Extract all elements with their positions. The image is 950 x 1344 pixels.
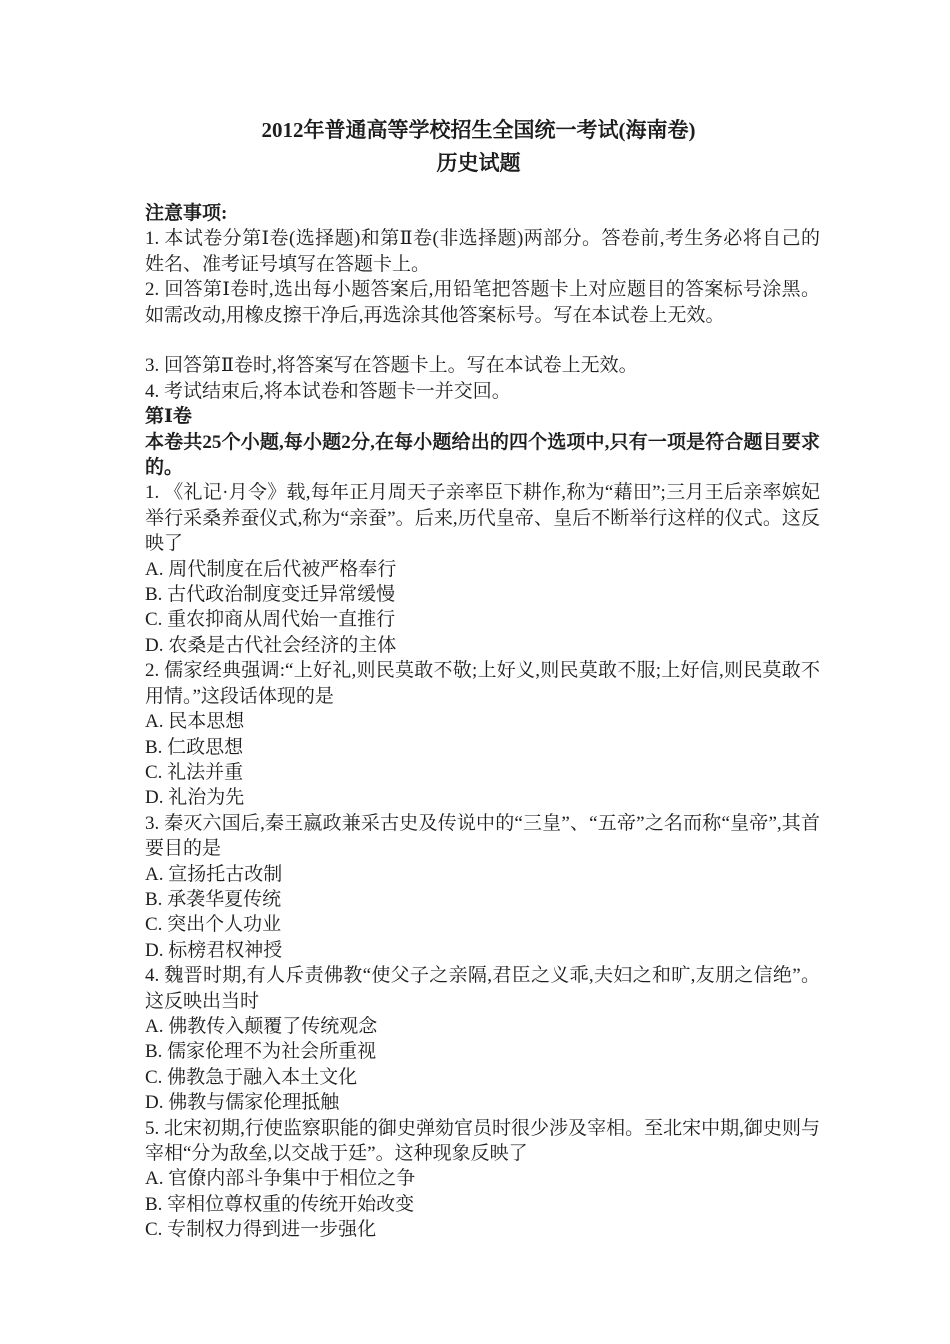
question-1-option-d: D. 农桑是古代社会经济的主体 bbox=[145, 634, 397, 656]
question-5-option-a: A. 官僚内部斗争集中于相位之争 bbox=[145, 1168, 416, 1190]
question-2-option-c: C. 礼法并重 bbox=[145, 761, 244, 783]
question-block-3 bbox=[145, 811, 820, 963]
question-block-1 bbox=[145, 480, 820, 658]
notice-item-4: 4. 考试结束后,将本试卷和答题卡一并交回。 bbox=[145, 380, 511, 402]
question-2-option-a: A. 民本思想 bbox=[145, 711, 245, 733]
notice-item-3: 3. 回答第Ⅱ卷时,将答案写在答题卡上。写在本试卷上无效。 bbox=[145, 355, 638, 377]
question-1-option-c: C. 重农抑商从周代始一直推行 bbox=[145, 609, 396, 631]
question-block-4 bbox=[145, 963, 820, 1115]
question-3-stem: 3. 秦灭六国后,秦王嬴政兼采古史及传说中的“三皇”、“五帝”之名而称“皇帝”,其首要目的是 bbox=[145, 812, 820, 860]
question-1-stem: 1. 《礼记·月令》载,每年正月周天子亲率臣下耕作,称为“藉田”;三月王后亲率嫔妃举行采桑养蚕仪式,称为“亲蚕”。后来,历代皇帝、皇后不断举行这样的仪式。这反映了 bbox=[145, 482, 820, 555]
question-block-2 bbox=[145, 658, 820, 810]
notice-item-1: 1. 本试卷分第Ⅰ卷(选择题)和第Ⅱ卷(非选择题)两部分。答卷前,考生务必将自己的姓名、准考证号填写在答题卡上。 bbox=[145, 228, 820, 275]
question-3-option-a: A. 宣扬托古改制 bbox=[145, 863, 283, 885]
question-block-5 bbox=[145, 1116, 820, 1243]
section-1-heading: 第Ⅰ卷 bbox=[145, 406, 192, 428]
section-1-intro: 本卷共25个小题,每小题2分,在每小题给出的四个选项中,只有一项是符合题目要求的。 bbox=[145, 431, 820, 479]
question-2-stem: 2. 儒家经典强调:“上好礼,则民莫敢不敬;上好义,则民莫敢不服;上好信,则民莫敢不用情。”这段话体现的是 bbox=[145, 660, 820, 707]
question-2-option-d: D. 礼治为先 bbox=[145, 787, 245, 809]
notice-section bbox=[145, 226, 820, 404]
exam-title: 2012年普通高等学校招生全国统一考试(海南卷) bbox=[261, 118, 696, 142]
blank-line bbox=[145, 328, 820, 353]
question-1-option-b: B. 古代政治制度变迁异常缓慢 bbox=[145, 584, 396, 606]
exam-subtitle: 历史试题 bbox=[436, 151, 521, 175]
question-2-option-b: B. 仁政思想 bbox=[145, 736, 244, 758]
question-1-option-a: A. 周代制度在后代被严格奉行 bbox=[145, 558, 397, 580]
question-5-stem: 5. 北宋初期,行使监察职能的御史弹劾官员时很少涉及宰相。至北宋中期,御史则与宰相“分为敌垒,以交战于廷”。这种现象反映了 bbox=[145, 1117, 820, 1165]
question-5-option-b: B. 宰相位尊权重的传统开始改变 bbox=[145, 1193, 415, 1215]
question-4-option-b: B. 儒家伦理不为社会所重视 bbox=[145, 1041, 377, 1063]
question-4-option-d: D. 佛教与儒家伦理抵触 bbox=[145, 1092, 340, 1114]
question-5-option-c: C. 专制权力得到进一步强化 bbox=[145, 1219, 377, 1241]
question-4-option-c: C. 佛教急于融入本土文化 bbox=[145, 1066, 358, 1088]
question-3-option-d: D. 标榜君权神授 bbox=[145, 939, 283, 961]
exam-document bbox=[145, 114, 820, 1243]
question-3-option-b: B. 承袭华夏传统 bbox=[145, 888, 282, 910]
notice-heading: 注意事项: bbox=[145, 203, 228, 224]
question-4-option-a: A. 佛教传入颠覆了传统观念 bbox=[145, 1015, 378, 1037]
question-3-option-c: C. 突出个人功业 bbox=[145, 914, 282, 936]
notice-item-2: 2. 回答第Ⅰ卷时,选出每小题答案后,用铅笔把答题卡上对应题目的答案标号涂黑。如需改动,用橡皮擦干净后,再选涂其他答案标号。写在本试卷上无效。 bbox=[145, 279, 820, 326]
question-4-stem: 4. 魏晋时期,有人斥责佛教“使父子之亲隔,君臣之义乖,夫妇之和旷,友朋之信绝”。这反映出当时 bbox=[145, 965, 820, 1012]
